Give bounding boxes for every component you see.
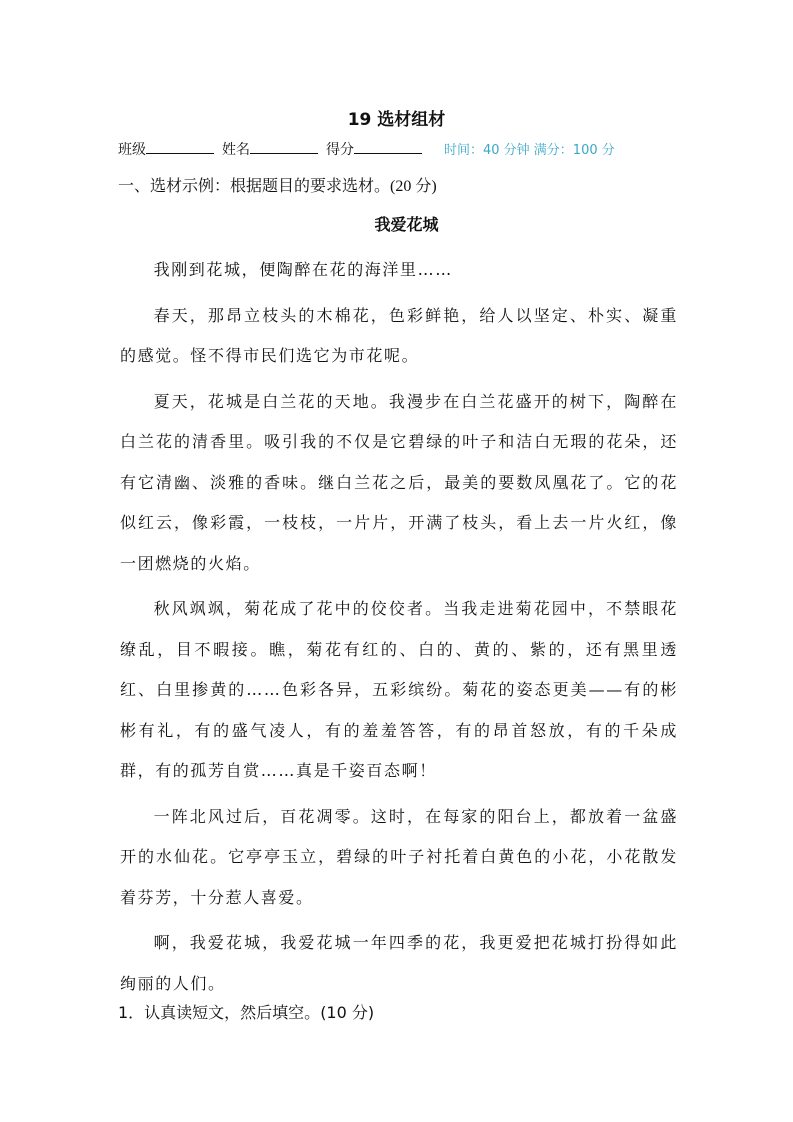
question-label: 1．认真读短文，然后填空。 <box>118 1003 321 1022</box>
essay-body <box>120 250 678 1009</box>
paragraph: 春天，那昂立枝头的木棉花，色彩鲜艳，给人以坚定、朴实、凝重的感觉。怪不得市民们选它为市花呢。 <box>120 305 678 365</box>
score-label: 得分 <box>326 142 354 158</box>
paragraph: 夏天，花城是白兰花的天地。我漫步在白兰花盛开的树下，陶醉在白兰花的清香里。吸引我的不仅是它碧绿的叶子和洁白无瑕的花朵，还有它清幽、淡雅的香味。继白兰花之后，最美的要数凤凰花了。它的花似红云，像彩霞，一枝枝，一片片，开满了枝头，看上去一片火红，像一团燃烧的火焰。 <box>120 391 678 573</box>
question-points: (10 分) <box>320 1003 375 1022</box>
class-label: 班级 <box>118 142 146 158</box>
class-blank[interactable] <box>146 139 214 154</box>
worksheet-title: 19 选材组材 <box>347 110 446 130</box>
name-blank[interactable] <box>250 139 318 154</box>
essay-title: 我爱花城 <box>374 215 439 234</box>
time-score-info: 时间：40 分钟 满分：100 分 <box>444 143 615 158</box>
section-points: (20 分) <box>390 178 437 195</box>
question-1 <box>118 1000 374 1023</box>
name-label: 姓名 <box>222 142 250 158</box>
section-label: 一、选材示例：根据题目的要求选材。 <box>118 176 391 195</box>
student-info-row <box>118 139 678 159</box>
paragraph: 一阵北风过后，百花凋零。这时，在每家的阳台上，都放着一盆盛开的水仙花。它亭亭玉立，碧绿的叶子衬托着白黄色的小花，小花散发着芬芳，十分惹人喜爱。 <box>120 806 678 907</box>
paragraph: 啊，我爱花城，我爱花城一年四季的花，我更爱把花城打扮得如此绚丽的人们。 <box>120 933 678 993</box>
paragraph: 我刚到花城，便陶醉在花的海洋里…… <box>153 260 453 279</box>
section-heading <box>118 173 437 196</box>
score-blank[interactable] <box>354 139 422 154</box>
paragraph: 秋风飒飒，菊花成了花中的佼佼者。当我走进菊花园中，不禁眼花缭乱，目不暇接。瞧，菊花有红的、白的、黄的、紫的，还有黑里透红、白里掺黄的……色彩各异，五彩缤纷。菊花的姿态更美——有的彬彬有礼，有的盛气凌人，有的羞羞答答，有的昂首怒放，有的千朵成群，有的孤芳自赏……真是千姿百态啊！ <box>120 599 678 780</box>
